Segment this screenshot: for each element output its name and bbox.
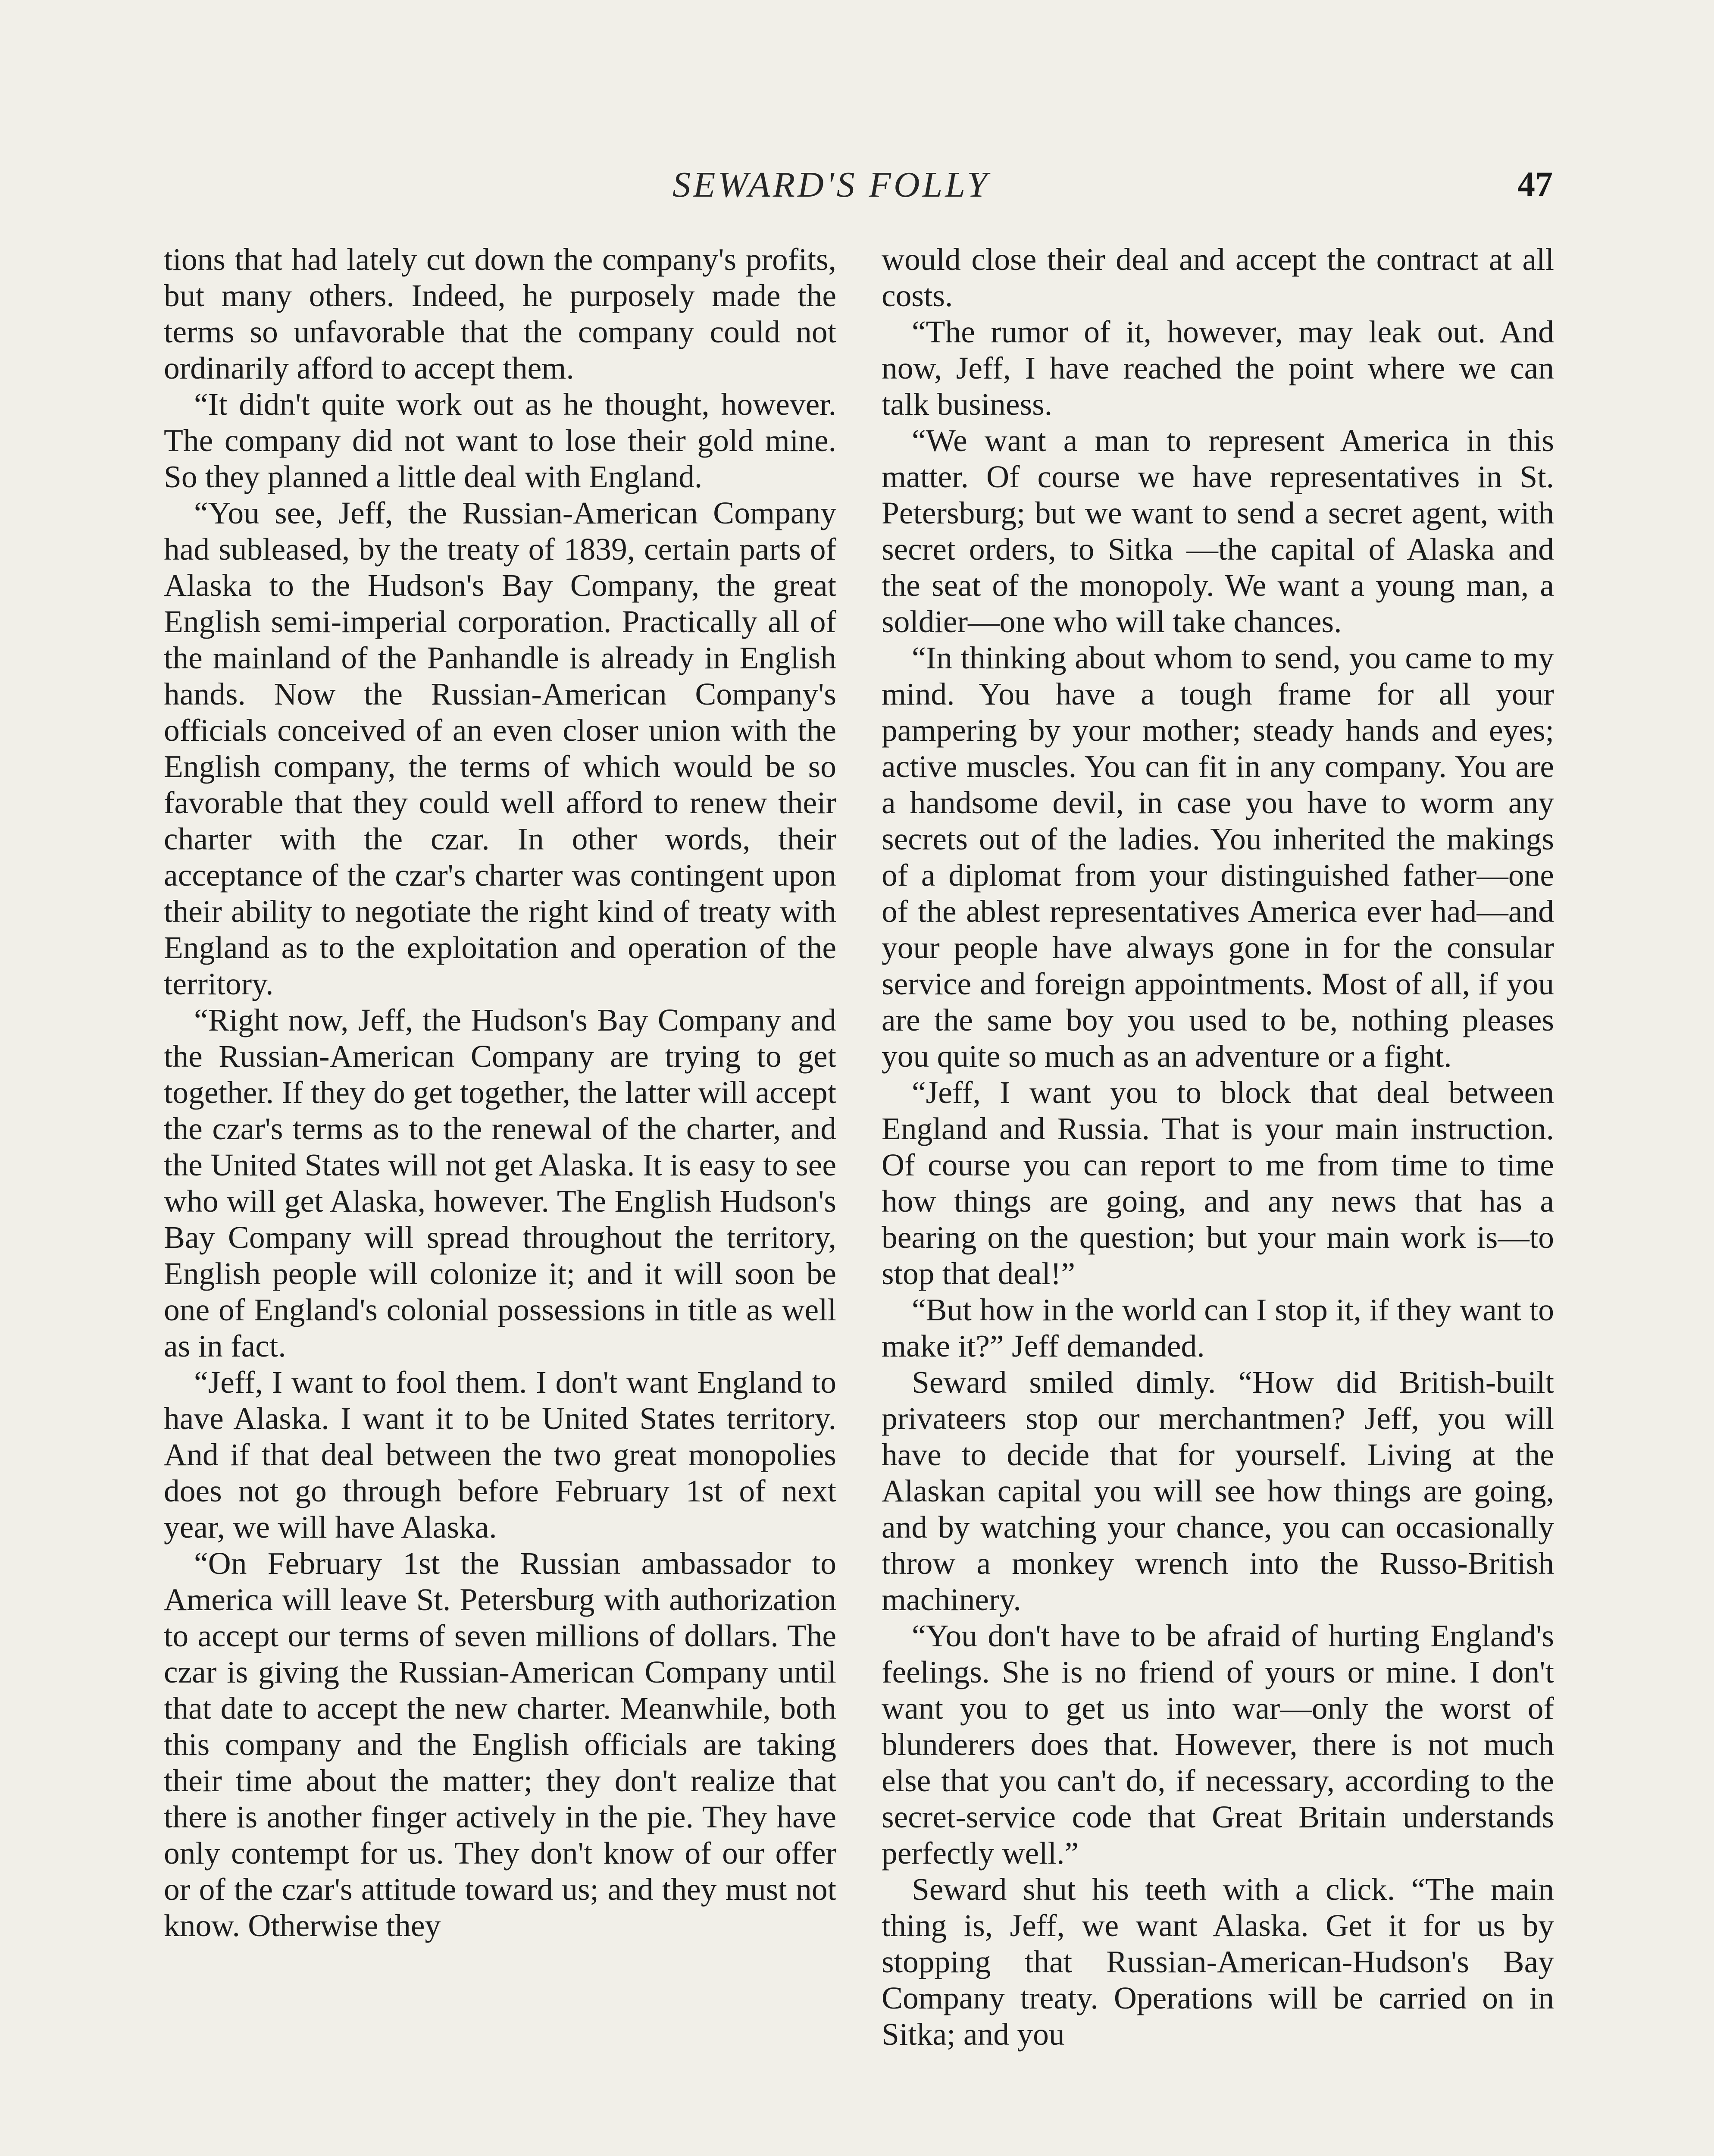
paragraph: “But how in the world can I stop it, if they want to make it?” Jeff demanded.: [882, 1292, 1554, 1363]
paragraph: “Jeff, I want to fool them. I don't want England to have Alaska. I want it to be United States territory. And if that deal between the two great monopolies does not go through before February 1st of next year, we will have Alaska.: [164, 1365, 836, 1545]
paragraph: “Right now, Jeff, the Hudson's Bay Company and the Russian-American Company are trying to get together. If they do get together, the latter will accept the czar's terms as to the renewal of the charter, and the United States will not get Alaska. It is easy to see who will get Alaska, however. The English Hudson's Bay Company will spread throughout the territory, English people will colonize it; and it will soon be one of England's colonial possessions in title as well as in fact.: [164, 1003, 836, 1363]
running-title: SEWARD'S FOLLY: [672, 165, 990, 205]
right-column: [882, 241, 1554, 2156]
paragraph: would close their deal and accept the contract at all costs.: [882, 242, 1554, 313]
paragraph: Seward shut his teeth with a click. “The main thing is, Jeff, we want Alaska. Get it for us by stopping that Russian-American-Hudson's Bay Company treaty. Operations will be carried on in Sitka; and you: [882, 1872, 1554, 2052]
paragraph: “It didn't quite work out as he thought, however. The company did not want to lose their gold mine. So they planned a little deal with England.: [164, 387, 836, 494]
paragraph: “Jeff, I want you to block that deal between England and Russia. That is your main instruction. Of course you can report to me from time to time how things are going, and any news that has a bearing on the question; but your main work is—to stop that deal!”: [882, 1075, 1554, 1291]
paragraph: “We want a man to represent America in this matter. Of course we have representatives in St. Petersburg; but we want to send a secret agent, with secret orders, to Sitka —the capital of Alaska and the seat of the monopoly. We want a young man, a soldier—one who will take chances.: [882, 423, 1554, 639]
left-column: [164, 241, 836, 2156]
paragraph: tions that had lately cut down the company's profits, but many others. Indeed, he purposely made the terms so unfavorable that the company could not ordinarily afford to accept them.: [164, 242, 836, 385]
paragraph: “On February 1st the Russian ambassador to America will leave St. Petersburg with authorization to accept our terms of seven millions of dollars. The czar is giving the Russian-American Company until that date to accept the new charter. Meanwhile, both this company and the English officials are taking their time about the matter; they don't realize that there is another finger actively in the pie. They have only contempt for us. They don't know of our offer or of the czar's attitude toward us; and they must not know. Otherwise they: [164, 1546, 836, 1943]
paragraph: “You don't have to be afraid of hurting England's feelings. She is no friend of yours or mine. I don't want you to get us into war—only the worst of blunderers does that. However, there is not much else that you can't do, if necessary, according to the secret-service code that Great Britain understands perfectly well.”: [882, 1618, 1554, 1871]
paragraph: Seward smiled dimly. “How did British-built privateers stop our merchantmen? Jeff, you will have to decide that for yourself. Living at the Alaskan capital you will see how things are going, and by watching your chance, you can occasionally throw a monkey wrench into the Russo-British machinery.: [882, 1365, 1554, 1617]
running-head: [0, 164, 1714, 216]
paragraph: “You see, Jeff, the Russian-American Company had subleased, by the treaty of 1839, certain parts of Alaska to the Hudson's Bay Company, the great English semi-imperial corporation. Practically all of the mainland of the Panhandle is already in English hands. Now the Russian-American Company's officials conceived of an even closer union with the English company, the terms of which would be so favorable that they could well afford to renew their charter with the czar. In other words, their acceptance of the czar's charter was contingent upon their ability to negotiate the right kind of treaty with England as to the exploitation and operation of the territory.: [164, 495, 836, 1001]
paragraph: “The rumor of it, however, may leak out. And now, Jeff, I have reached the point where we can talk business.: [882, 314, 1554, 422]
paragraph: “In thinking about whom to send, you came to my mind. You have a tough frame for all your pampering by your mother; steady hands and eyes; active muscles. You can fit in any company. You are a handsome devil, in case you have to worm any secrets out of the ladies. You inherited the makings of a diplomat from your distinguished father—one of the ablest representatives America ever had—and your people have always gone in for the consular service and foreign appointments. Most of all, if you are the same boy you used to be, nothing pleases you quite so much as an adventure or a fight.: [882, 640, 1554, 1074]
page-number: 47: [1517, 164, 1553, 204]
